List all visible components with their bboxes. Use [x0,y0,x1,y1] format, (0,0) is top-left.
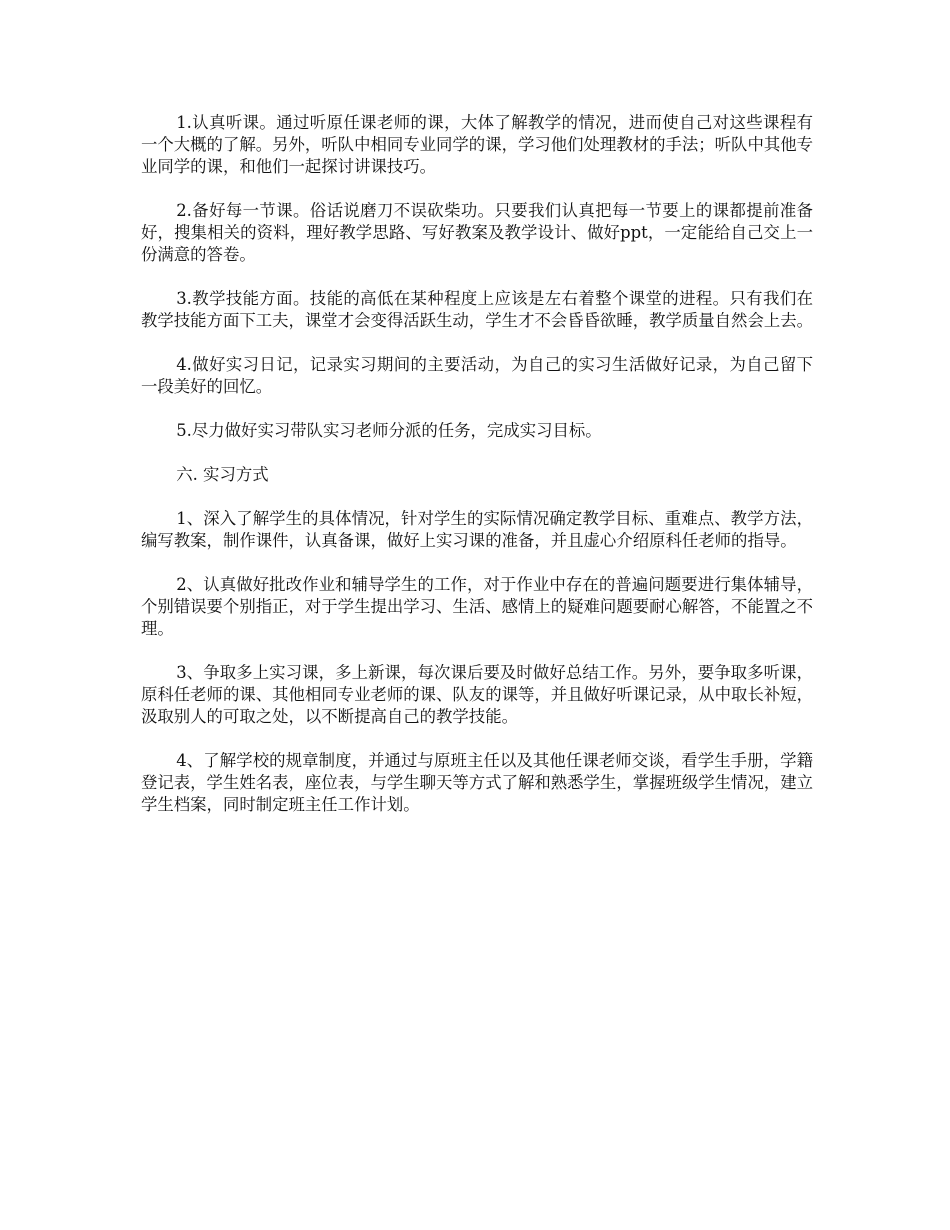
paragraph-internship-diary: 4.做好实习日记，记录实习期间的主要活动，为自己的实习生活做好记录，为自己留下一段美好的回忆。 [141,355,813,396]
paragraph-spacer [141,552,813,574]
paragraph-spacer [141,728,813,750]
paragraph-spacer [141,266,813,288]
document-body [141,112,813,816]
paragraph-school-rules: 4、了解学校的规章制度，并通过与原班主任以及其他任课老师交谈，看学生手册，学籍登记表，学生姓名表，座位表，与学生聊天等方式了解和熟悉学生，掌握班级学生情况，建立学生档案，同时制定班主任工作计划。 [141,751,814,814]
paragraph-prepare-lessons: 2.备好每一节课。俗话说磨刀不误砍柴功。只要我们认真把每一节要上的课都提前准备好，搜集相关的资料，理好教学思路、写好教案及教学设计、做好ppt，一定能给自己交上一份满意的答卷。 [141,201,813,264]
paragraph-spacer [141,442,813,464]
section-heading-internship-method: 六. 实习方式 [176,465,269,484]
paragraph-spacer [141,178,813,200]
paragraph-complete-tasks: 5.尽力做好实习带队实习老师分派的任务，完成实习目标。 [176,421,602,440]
paragraph-spacer [141,332,813,354]
paragraph-listen-class: 1.认真听课。通过听原任课老师的课，大体了解教学的情况，进而使自己对这些课程有一个大概的了解。另外，听队中相同专业同学的课，学习他们处理教材的手法；听队中其他专业同学的课，和他们一起探讨讲课技巧。 [141,113,814,176]
paragraph-understand-students: 1、深入了解学生的具体情况，针对学生的实际情况确定教学目标、重难点、教学方法，编写教案，制作课件，认真备课，做好上实习课的准备，并且虚心介绍原科任老师的指导。 [141,509,813,550]
paragraph-grade-homework: 2、认真做好批改作业和辅导学生的工作，对于作业中存在的普遍问题要进行集体辅导，个别错误要个别指正，对于学生提出学习、生活、感情上的疑难问题要耐心解答，不能置之不理。 [141,575,814,638]
paragraph-spacer [141,640,813,662]
paragraph-more-classes: 3、争取多上实习课，多上新课，每次课后要及时做好总结工作。另外，要争取多听课，原科任老师的课、其他相同专业老师的课、队友的课等，并且做好听课记录，从中取长补短，汲取别人的可取之处，以不断提高自己的教学技能。 [141,663,814,726]
paragraph-spacer [141,398,813,420]
paragraph-teaching-skills: 3.教学技能方面。技能的高低在某种程度上应该是左右着整个课堂的进程。只有我们在教学技能方面下工夫，课堂才会变得活跃生动，学生才不会昏昏欲睡，教学质量自然会上去。 [141,289,814,330]
paragraph-spacer [141,486,813,508]
